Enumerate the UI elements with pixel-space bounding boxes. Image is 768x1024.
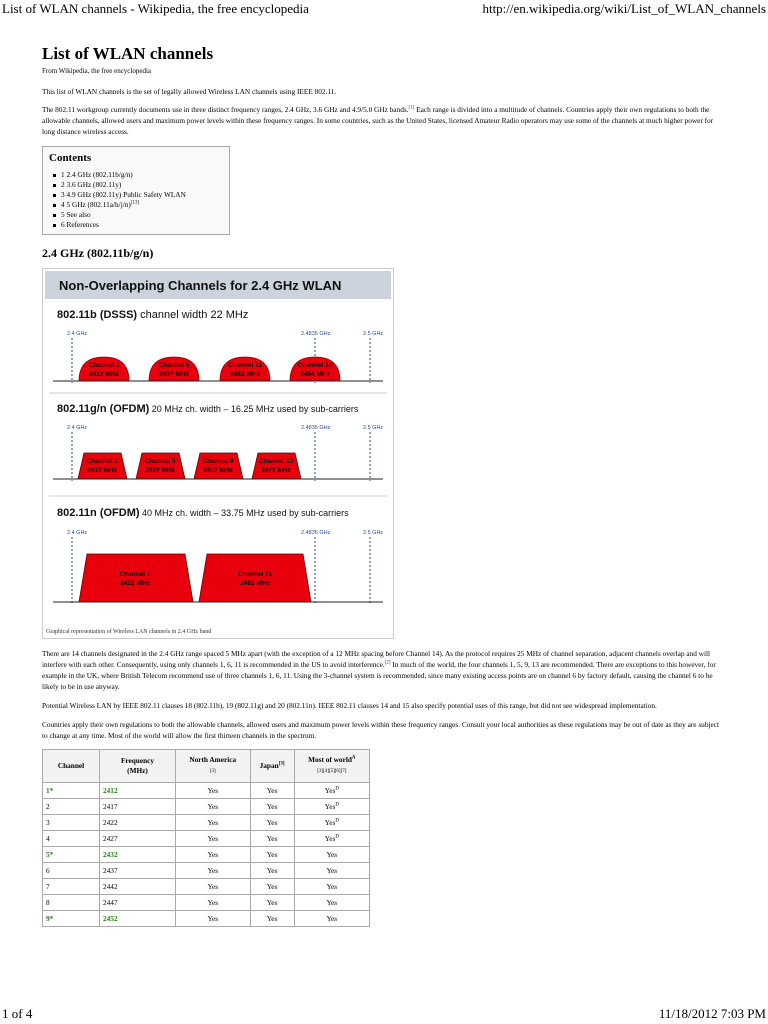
g-channel-freq: 2452 MHz (203, 467, 233, 474)
cell-japan: Yes (250, 783, 294, 799)
cell-world-note: D (335, 818, 339, 824)
cell-north-america: Yes (176, 895, 251, 911)
header-japan (250, 750, 294, 783)
n-label-2-4ghz: 2.4 GHz (67, 530, 88, 536)
b-label-2-4ghz: 2.4 GHz (67, 331, 88, 337)
n-heading-bold: 802.11n (OFDM) (57, 507, 140, 519)
n-channel-name: Channel 3 (119, 571, 151, 578)
header-world-sup: A (351, 755, 356, 761)
table-row (43, 783, 370, 799)
cell-world-note: D (335, 834, 339, 840)
cell-frequency: 2432 (100, 847, 176, 863)
cell-channel: 3 (43, 815, 100, 831)
cell-japan: Yes (250, 879, 294, 895)
b-channel-name: Channel 6 (158, 362, 190, 369)
b-channel-freq: 2484 MHz (300, 371, 330, 378)
cell-japan: Yes (250, 847, 294, 863)
cell-frequency: 2417 (100, 799, 176, 815)
cell-world-value: Yes (324, 834, 336, 843)
b-channel-name: Channel 11 (227, 362, 263, 369)
frequency-paragraph-text-b: Each range is divided into a multitude of channels. Countries apply their own regulations to both the allowable channels, allowed users and maximum power levels within these frequency ranges. In some countries, such as the United States, licensed Amateur Radio operators may use some of the channels at much higher power for long distance wireless access. (42, 105, 714, 136)
cell-north-america: Yes (176, 847, 251, 863)
table-row (43, 847, 370, 863)
cell-frequency: 2447 (100, 895, 176, 911)
toc-link[interactable]: 6 References (61, 220, 99, 229)
cell-north-america: Yes (176, 815, 251, 831)
header-na-label: North America (189, 755, 237, 764)
cell-north-america: Yes (176, 911, 251, 927)
n-heading (57, 507, 349, 519)
g-channel-shape (136, 453, 185, 479)
table-row (43, 879, 370, 895)
cell-world-value: Yes (326, 914, 338, 923)
cell-world (294, 911, 369, 927)
cell-channel: 7 (43, 879, 100, 895)
cell-japan: Yes (250, 911, 294, 927)
header-most-of-world (294, 750, 369, 783)
cell-world-value: Yes (324, 786, 336, 795)
cell-japan: Yes (250, 815, 294, 831)
cell-japan: Yes (250, 831, 294, 847)
cell-world (294, 799, 369, 815)
cell-channel: 9* (43, 911, 100, 927)
toc-list (49, 170, 225, 230)
cell-north-america: Yes (176, 831, 251, 847)
print-header-title: List of WLAN channels - Wikipedia, the free encyclopedia (2, 1, 309, 16)
toc-link[interactable]: 1 2.4 GHz (802.11b/g/n) (61, 170, 133, 179)
cell-frequency: 2412 (100, 783, 176, 799)
toc-item[interactable] (61, 220, 225, 230)
cell-frequency: 2427 (100, 831, 176, 847)
section-heading: 2.4 GHz (802.11b/g/n) (42, 246, 154, 260)
figure-caption: Graphical representation of Wireless LAN channels in 2.4 GHz band (46, 629, 212, 635)
g-channel-freq: 2472 MHz (261, 467, 291, 474)
g-channel-shape (78, 453, 127, 479)
page-title: List of WLAN channels (42, 44, 214, 63)
g-label-2-4835ghz: 2.4835 GHz (301, 425, 331, 431)
frequency-paragraph (42, 104, 726, 137)
n-channel-shape (199, 554, 311, 602)
header-frequency-line1: Frequency (120, 756, 155, 765)
cell-world-value: Yes (326, 882, 338, 891)
intro-paragraph: This list of WLAN channels is the set of legally allowed Wireless LAN channels using IEEE 802.11. (42, 87, 337, 96)
table-row (43, 911, 370, 927)
b-channel-freq: 2412 MHz (89, 371, 119, 378)
cell-frequency: 2422 (100, 815, 176, 831)
b-channel-freq: 2462 MHz (230, 371, 260, 378)
toc-link[interactable]: 2 3.6 GHz (802.11y) (61, 180, 122, 189)
n-label-2-5ghz: 2.5 GHz (363, 530, 384, 536)
toc-item[interactable] (61, 210, 225, 220)
cell-japan: Yes (250, 863, 294, 879)
header-channel: Channel (43, 750, 100, 783)
cell-world-value: Yes (324, 818, 336, 827)
cell-frequency: 2442 (100, 879, 176, 895)
frequency-paragraph-text-a: The 802.11 workgroup currently documents use in three distinct frequency ranges, 2.4 GHz, 3.6 GHz and 4.9/5.0 GHz bands. (42, 105, 409, 114)
page-tagline: From Wikipedia, the free encyclopedia (42, 67, 152, 75)
channels-paragraph-text-b: In much of the world, the four channels 1, 5, 9, 13 are recommended. There are exceptions to this however, for example in the UK, where British Telecom recommend use of three channels 1, 6, 11. Using the 3-channel system is recommended, since many existing access points are on channel 6 by factory default, causing the channel 6 to be likely to be in use anyway. (42, 660, 716, 691)
cell-north-america: Yes (176, 863, 251, 879)
g-channel-shape (194, 453, 243, 479)
print-header (0, 0, 768, 20)
b-label-2-4835ghz: 2.4835 GHz (301, 331, 331, 337)
toc-link[interactable]: 5 See also (61, 210, 91, 219)
n-channel-freq: 2422 MHz (120, 580, 150, 587)
cell-frequency: 2437 (100, 863, 176, 879)
g-channel-shape (252, 453, 301, 479)
cell-world-value: Yes (326, 850, 338, 859)
toc-link[interactable]: 3 4.9 GHz (802.11y) Public Safety WLAN (61, 190, 186, 199)
header-japan-label: Japan (259, 761, 279, 770)
n-heading-rest: 40 MHz ch. width – 33.75 MHz used by sub-carriers (139, 508, 349, 518)
cell-channel: 6 (43, 863, 100, 879)
header-world-ref: [3][4][5][6][7] (317, 769, 347, 774)
header-na-ref: [3] (209, 769, 216, 774)
table-row (43, 863, 370, 879)
b-label-2-5ghz: 2.5 GHz (363, 331, 384, 337)
cell-world (294, 831, 369, 847)
b-channel-name: Channel 1 (88, 362, 120, 369)
toc-link[interactable]: 4 5 GHz (802.11a/h/j/n) (61, 200, 131, 209)
table-row (43, 799, 370, 815)
g-channel-name: Channel 1 (86, 458, 118, 465)
cell-world-note: D (335, 802, 339, 808)
n-channel-freq: 2462 MHz (240, 580, 270, 587)
n-channel-name: Channel 11 (237, 571, 273, 578)
cell-north-america: Yes (176, 783, 251, 799)
cell-frequency: 2452 (100, 911, 176, 927)
b-channel-name: Channel 14 (297, 362, 333, 369)
cell-world (294, 879, 369, 895)
print-footer (0, 1006, 768, 1024)
table-row (43, 815, 370, 831)
cell-north-america: Yes (176, 799, 251, 815)
toc-item-reference: [13] (130, 200, 140, 206)
toc-item[interactable] (61, 200, 225, 210)
page-counter: 1 of 4 (2, 1006, 33, 1021)
toc-item[interactable] (61, 180, 225, 190)
header-japan-ref: [3] (278, 761, 285, 767)
print-header-url: http://en.wikipedia.org/wiki/List_of_WLAN_channels (482, 1, 766, 16)
toc-item[interactable] (61, 190, 225, 200)
cell-channel: 4 (43, 831, 100, 847)
cell-world-value: Yes (324, 802, 336, 811)
toc-title: Contents (49, 152, 92, 164)
cell-channel: 5* (43, 847, 100, 863)
b-heading-bold: 802.11b (DSSS) (57, 309, 138, 321)
b-heading-rest: channel width 22 MHz (137, 309, 249, 321)
cell-channel: 8 (43, 895, 100, 911)
cell-world-note: D (335, 786, 339, 792)
cell-channel: 1* (43, 783, 100, 799)
g-label-2-5ghz: 2.5 GHz (363, 425, 384, 431)
table-row (43, 831, 370, 847)
diagram-title: Non-Overlapping Channels for 2.4 GHz WLAN (59, 278, 342, 293)
g-channel-freq: 2432 MHz (145, 467, 175, 474)
n-channel-shape (79, 554, 193, 602)
header-world-label: Most of world (308, 755, 352, 764)
toc-item[interactable] (61, 170, 225, 180)
cell-world (294, 863, 369, 879)
cell-japan: Yes (250, 895, 294, 911)
channel-diagram-figure (42, 268, 394, 639)
cell-world (294, 783, 369, 799)
table-body (43, 783, 370, 927)
g-heading (57, 403, 359, 415)
header-north-america (176, 750, 251, 783)
g-channel-name: Channel 5 (144, 458, 176, 465)
b-heading (57, 309, 248, 321)
cell-north-america: Yes (176, 879, 251, 895)
header-frequency-line2: (MHz) (127, 766, 148, 775)
cell-world-value: Yes (326, 898, 338, 907)
cell-japan: Yes (250, 799, 294, 815)
g-heading-bold: 802.11g/n (OFDM) (57, 403, 150, 415)
print-timestamp: 11/18/2012 7:03 PM (658, 1006, 766, 1021)
cell-world-value: Yes (326, 866, 338, 875)
cell-world (294, 847, 369, 863)
reference-link[interactable]: [2] (384, 660, 391, 666)
g-label-2-4ghz: 2.4 GHz (67, 425, 88, 431)
regulations-paragraph: Countries apply their own regulations to both the allowable channels, allowed users and maximum power levels within these frequency ranges. Consult your local authorities as these regulations may be out of date as they are subject to change at any time. Most of the world will allow the first thirteen channels in the spectrum. (42, 720, 720, 740)
cell-channel: 2 (43, 799, 100, 815)
b-channel-freq: 2437 MHz (159, 371, 189, 378)
channel-table (42, 749, 370, 927)
article-content (42, 44, 726, 927)
channels-paragraph-text-a: There are 14 channels designated in the 2.4 GHz range spaced 5 MHz apart (with the exception of a 12 MHz spacing before Channel 14). As the protocol requires 25 MHz of channel separation, adjacent channels overlap and will interfere with each other. Consequently, using only channels 1, 6, 11 is recommended in the US to avoid interference. (42, 649, 711, 669)
reference-link[interactable]: [1] (408, 105, 415, 111)
table-header-row (43, 750, 370, 783)
g-channel-name: Channel 9 (202, 458, 234, 465)
g-channel-freq: 2412 MHz (87, 467, 117, 474)
n-label-2-4835ghz: 2.4835 GHz (301, 530, 331, 536)
cell-world (294, 815, 369, 831)
channel-diagram (45, 271, 391, 626)
table-row (43, 895, 370, 911)
cell-world (294, 895, 369, 911)
header-frequency (100, 750, 176, 783)
table-of-contents (42, 146, 230, 235)
g-heading-rest: 20 MHz ch. width – 16.25 MHz used by sub-carriers (149, 404, 359, 414)
channels-paragraph (42, 648, 726, 692)
clauses-paragraph: Potential Wireless LAN by IEEE 802.11 clauses 18 (802.11b), 19 (802.11g) and 20 (802.11n). IEEE 802.11 clauses 14 and 15 also specify potential uses of this range, but did not see widespread implementation. (42, 701, 657, 710)
g-channel-name: Channel 13 (258, 458, 294, 465)
